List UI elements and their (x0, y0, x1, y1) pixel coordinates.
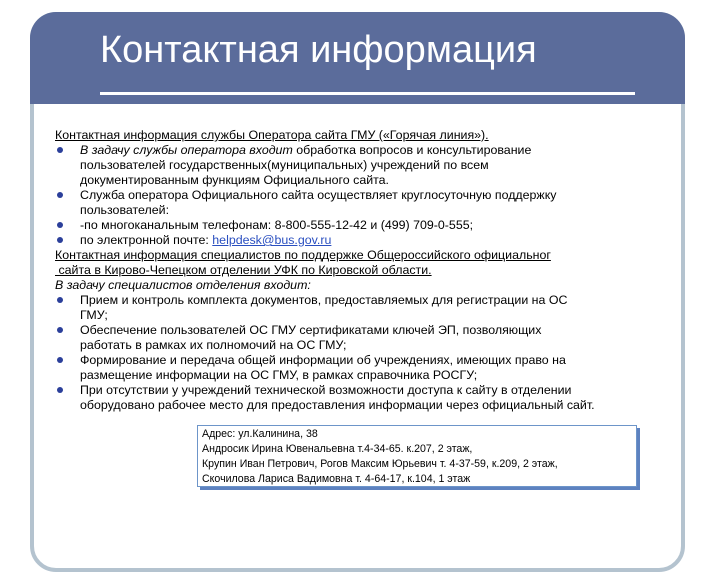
list-item-line: Формирование и передача общей информации об учреждениях, имеющих право на (80, 353, 566, 367)
bullet-icon (57, 327, 63, 333)
contact-box (197, 425, 637, 487)
bullet-icon (57, 192, 63, 198)
list-item-line: При отсутствии у учреждений технической возможности доступа к сайту в отделении (80, 383, 572, 397)
bullet-icon (57, 222, 63, 228)
operator-heading: Контактная информация службы Оператора сайта ГМУ («Горячая линия»). (55, 128, 489, 142)
email-link[interactable]: helpdesk@bus.gov.ru (212, 233, 332, 247)
list-item (55, 233, 695, 248)
list-item (55, 188, 695, 218)
contact-person: Андросик Ирина Ювенальевна т.4-34-65. к.207, 2 этаж, (202, 443, 473, 455)
operator-task-rest: обработка вопросов и консультирование (292, 143, 532, 157)
list-item-line: оборудовано рабочее место для предоставления информации через официальный сайт. (80, 398, 595, 412)
bullet-icon (57, 357, 63, 363)
list-item (55, 143, 695, 188)
email-label: по электронной почте: (80, 233, 213, 247)
list-item-line: ГМУ; (80, 308, 108, 322)
list-item-line: работать в рамках их полномочий на ОС ГМУ; (80, 338, 347, 352)
list-item-line: Прием и контроль комплекта документов, предоставляемых для регистрации на ОС (80, 293, 568, 307)
bullet-icon (57, 387, 63, 393)
specialists-heading: Контактная информация специалистов по поддержке Общероссийского официальног (55, 248, 551, 262)
phone-line: -по многоканальным телефонам: 8-800-555-12-42 и (499) 709-0-555; (80, 218, 474, 232)
bullet-icon (57, 237, 63, 243)
slide-title: Контактная информация (100, 29, 537, 71)
contact-person: Крупин Иван Петрович, Рогов Максим Юрьевич т. 4-37-59, к.209, 2 этаж, (202, 458, 558, 470)
list-item-line: размещение информации на ОС ГМУ, в рамках справочника РОСГУ; (80, 368, 478, 382)
bullet-icon (57, 147, 63, 153)
slide-content (55, 128, 695, 413)
contact-address: Адрес: ул.Калинина, 38 (202, 428, 318, 440)
list-item (55, 293, 695, 323)
list-item-line: пользователей: (80, 203, 170, 217)
list-item (55, 323, 695, 353)
list-item-line: Обеспечение пользователей ОС ГМУ сертификатами ключей ЭП, позволяющих (80, 323, 542, 337)
list-item (55, 383, 695, 413)
list-item-line: документированным функциям Официального сайта. (80, 173, 389, 187)
contact-person: Скочилова Лариса Вадимовна т. 4-64-17, к.104, 1 этаж (202, 473, 471, 485)
specialists-heading-cont: сайта в Кирово-Чепецком отделении УФК по Кировской области. (55, 263, 432, 277)
title-underline (100, 92, 635, 95)
list-item (55, 218, 695, 233)
list-item (55, 353, 695, 383)
task-label: В задачу специалистов отделения входит: (55, 278, 311, 292)
operator-task-italic: В задачу службы оператора входит (80, 143, 293, 157)
list-item-line: пользователей государственных(муниципальных) учреждений по всем (80, 158, 489, 172)
bullet-icon (57, 297, 63, 303)
list-item-line: Служба оператора Официального сайта осуществляет круглосуточную поддержку (80, 188, 557, 202)
